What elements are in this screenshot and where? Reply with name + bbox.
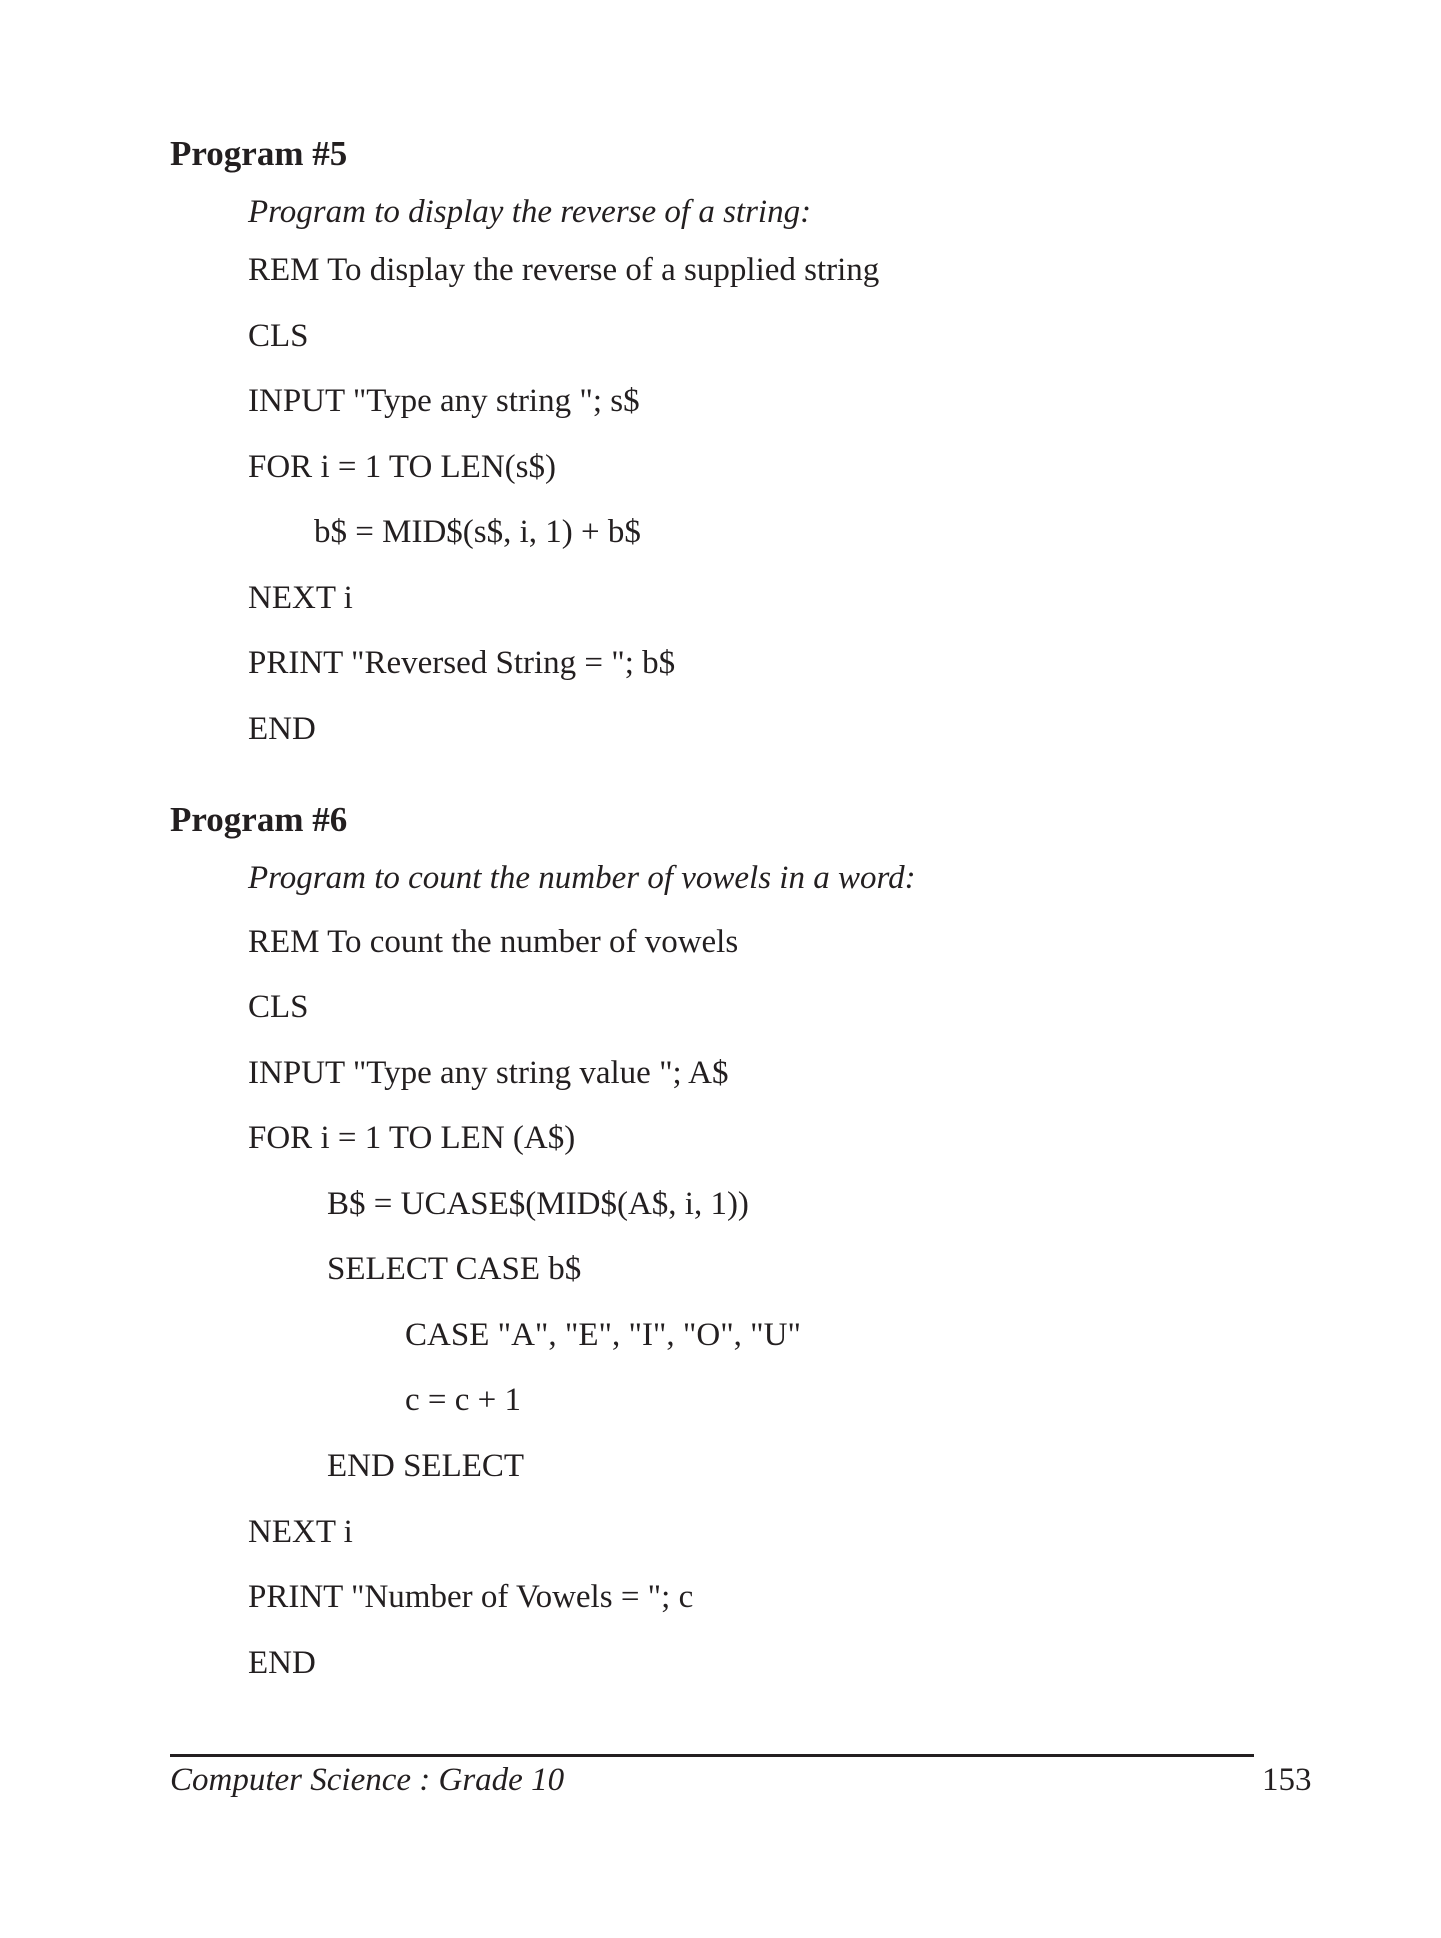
code-line: INPUT "Type any string "; s$	[248, 383, 640, 419]
program-5-heading: Program #5	[170, 134, 348, 173]
code-line: REM To display the reverse of a supplied string	[248, 252, 880, 288]
code-line: FOR i = 1 TO LEN (A$)	[248, 1120, 576, 1156]
program-5-description: Program to display the reverse of a string:	[248, 194, 812, 230]
code-line: CLS	[248, 989, 309, 1025]
code-line: NEXT i	[248, 1514, 353, 1550]
code-line: END	[248, 1645, 316, 1681]
code-line: END SELECT	[327, 1448, 525, 1484]
footer-book-title: Computer Science : Grade 10	[170, 1762, 565, 1798]
code-line: B$ = UCASE$(MID$(A$, i, 1))	[327, 1186, 749, 1222]
code-line: INPUT "Type any string value "; A$	[248, 1055, 729, 1091]
code-line: b$ = MID$(s$, i, 1) + b$	[314, 514, 641, 550]
code-line: NEXT i	[248, 580, 353, 616]
program-6-heading: Program #6	[170, 800, 348, 839]
code-line: CLS	[248, 318, 309, 354]
code-line: SELECT CASE b$	[327, 1251, 582, 1287]
code-line: PRINT "Reversed String = "; b$	[248, 645, 676, 681]
code-line: c = c + 1	[405, 1382, 522, 1418]
page-number: 153	[1262, 1762, 1312, 1798]
code-line: REM To count the number of vowels	[248, 924, 739, 960]
code-line: FOR i = 1 TO LEN(s$)	[248, 449, 556, 485]
footer-divider	[170, 1754, 1254, 1757]
code-line: CASE "A", "E", "I", "O", "U"	[405, 1317, 801, 1353]
code-line: END	[248, 711, 316, 747]
code-line: PRINT "Number of Vowels = "; c	[248, 1579, 694, 1615]
program-6-description: Program to count the number of vowels in a word:	[248, 860, 916, 896]
